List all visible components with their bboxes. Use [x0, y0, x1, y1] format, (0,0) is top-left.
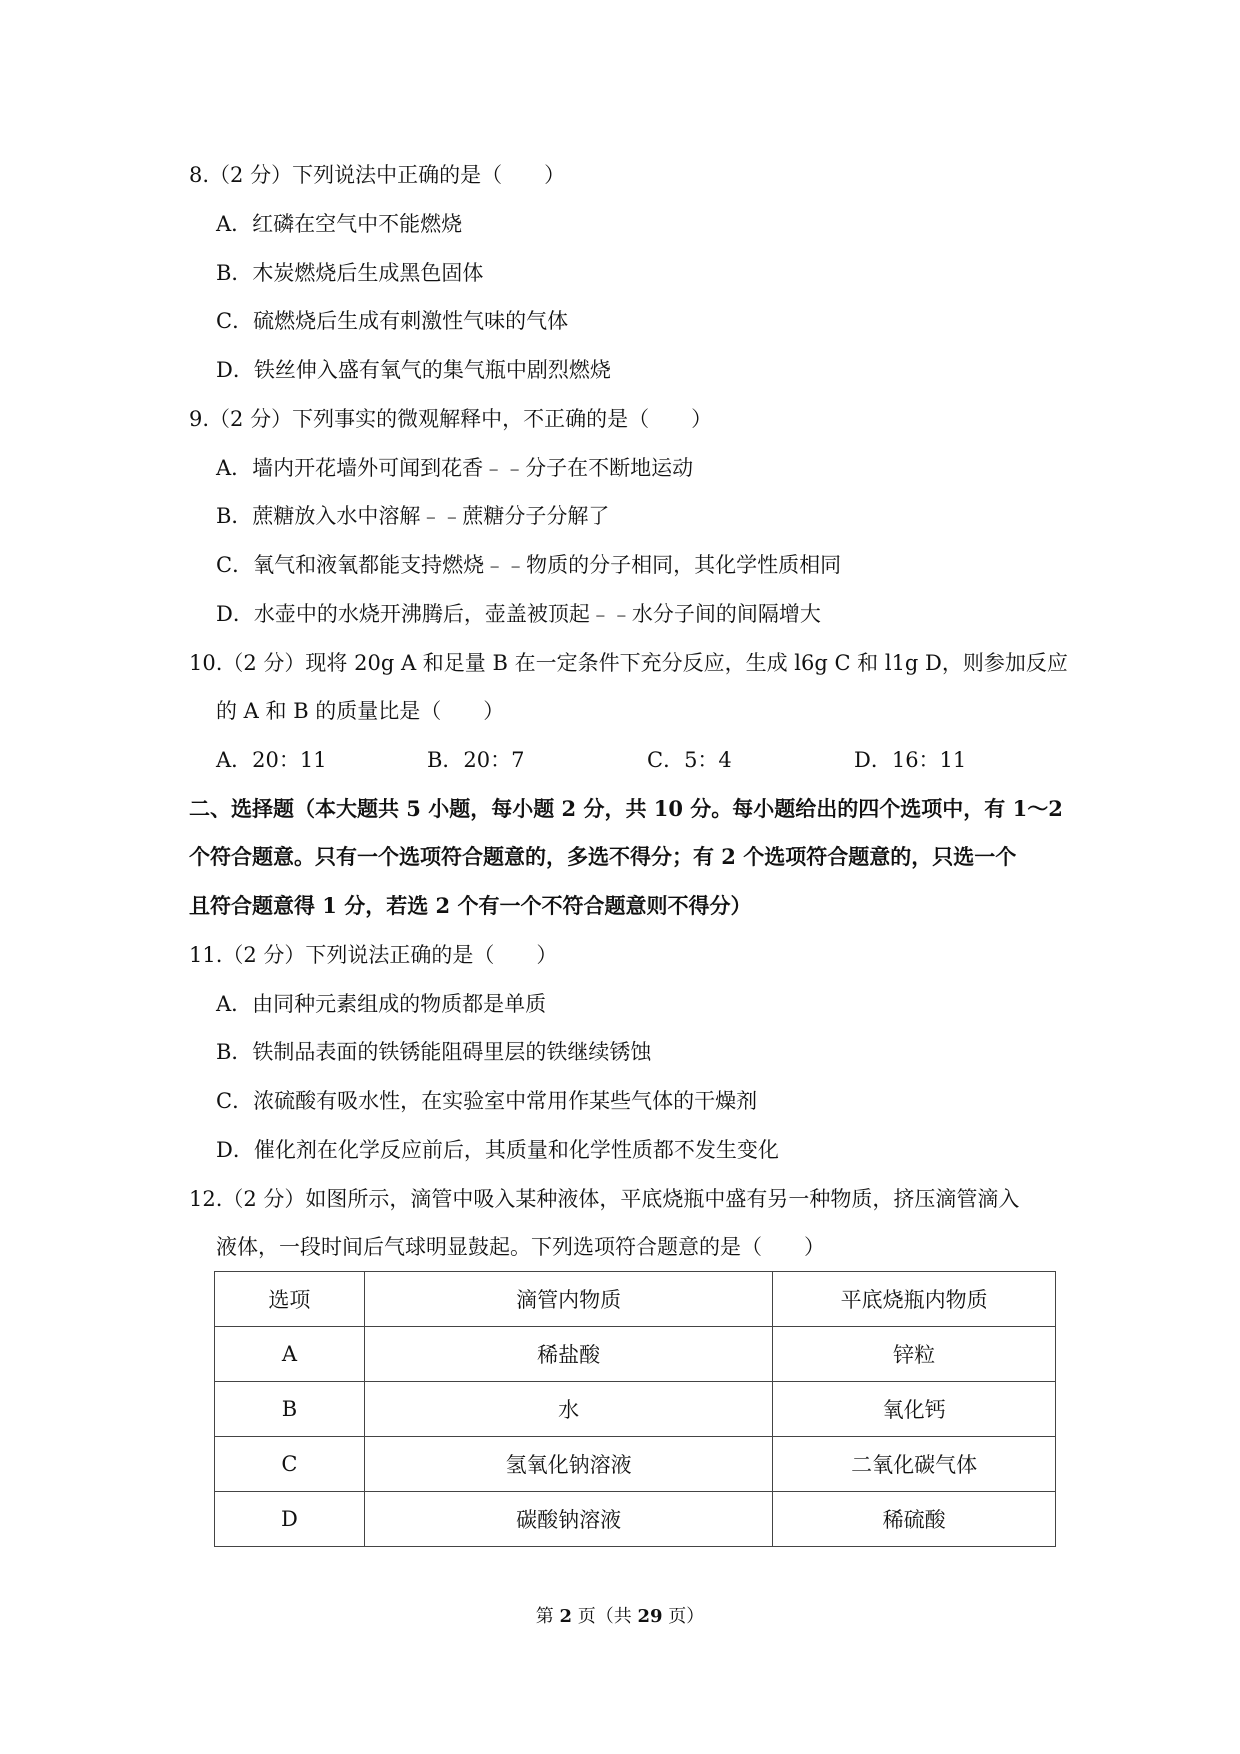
question-9-option-a: A．墙内开花墙外可闻到花香﹣﹣分子在不断地运动 [216, 456, 694, 480]
footer-suffix: 页） [662, 1606, 705, 1627]
question-12-stem-line2: 液体，一段时间后气球明显鼓起。下列选项符合题意的是（ ） [216, 1235, 825, 1259]
table-cell: D [215, 1492, 365, 1547]
table-cell: A [215, 1327, 365, 1382]
question-8-option-c: C．硫燃烧后生成有刺激性气味的气体 [216, 309, 569, 333]
table-cell: 锌粒 [773, 1327, 1056, 1382]
table-cell: 碳酸钠溶液 [364, 1492, 773, 1547]
question-11-option-a: A．由同种元素组成的物质都是单质 [216, 992, 547, 1016]
section-2-instructions-line1: 二、选择题（本大题共 5 小题，每小题 2 分，共 10 分。每小题给出的四个选项中，有 1～2 [189, 796, 1063, 821]
question-10-option-d: D．16：11 [854, 748, 967, 772]
footer-total-pages: 29 [637, 1606, 663, 1627]
question-12-table [214, 1271, 1056, 1547]
question-11-option-b: B．铁制品表面的铁锈能阻碍里层的铁继续锈蚀 [216, 1040, 652, 1064]
footer-prefix: 第 [535, 1606, 560, 1627]
question-8-option-d: D．铁丝伸入盛有氧气的集气瓶中剧烈燃烧 [216, 358, 611, 382]
section-2-instructions-line2: 个符合题意。只有一个选项符合题意的，多选不得分；有 2 个选项符合题意的，只选一个 [189, 844, 1017, 869]
table-header-row [215, 1272, 1056, 1327]
question-8-option-a: A．红磷在空气中不能燃烧 [216, 212, 463, 236]
table-header-flask-substance: 平底烧瓶内物质 [773, 1272, 1056, 1327]
table-header-option: 选项 [215, 1272, 365, 1327]
table-cell: 稀盐酸 [364, 1327, 773, 1382]
table-cell: C [215, 1437, 365, 1492]
page-footer [0, 1604, 1240, 1630]
table-cell: 氧化钙 [773, 1382, 1056, 1437]
question-8-option-b: B．木炭燃烧后生成黑色固体 [216, 261, 484, 285]
question-8-stem: 8.（2 分）下列说法中正确的是（ ） [189, 163, 566, 187]
question-10-stem-line2: 的 A 和 B 的质量比是（ ） [216, 699, 505, 723]
section-2-instructions-line3: 且符合题意得 1 分，若选 2 个有一个不符合题意则不得分） [189, 893, 752, 918]
question-10-option-b: B．20：7 [427, 748, 525, 772]
table-header-dropper-substance: 滴管内物质 [364, 1272, 773, 1327]
table-row [215, 1327, 1056, 1382]
footer-page-number: 2 [559, 1606, 572, 1627]
table-cell: 稀硫酸 [773, 1492, 1056, 1547]
question-10-option-c: C．5：4 [647, 748, 732, 772]
table-row [215, 1437, 1056, 1492]
question-9-option-d: D．水壶中的水烧开沸腾后，壶盖被顶起﹣﹣水分子间的间隔增大 [216, 602, 821, 626]
table-cell: B [215, 1382, 365, 1437]
question-9-option-b: B．蔗糖放入水中溶解﹣﹣蔗糖分子分解了 [216, 504, 610, 528]
question-10-option-a: A．20：11 [216, 748, 327, 772]
table-row [215, 1492, 1056, 1547]
question-11-stem: 11.（2 分）下列说法正确的是（ ） [189, 943, 558, 967]
question-10-options [216, 745, 1056, 775]
table-row [215, 1382, 1056, 1437]
question-10-stem-line1: 10.（2 分）现将 20g A 和足量 B 在一定条件下充分反应，生成 l6g C 和 l1g D，则参加反应 [189, 651, 1068, 675]
table-cell: 氢氧化钠溶液 [364, 1437, 773, 1492]
table-cell: 水 [364, 1382, 773, 1437]
question-11-option-d: D．催化剂在化学反应前后，其质量和化学性质都不发生变化 [216, 1138, 779, 1162]
question-12-stem-line1: 12.（2 分）如图所示，滴管中吸入某种液体，平底烧瓶中盛有另一种物质，挤压滴管滴入 [189, 1187, 1020, 1211]
question-9-stem: 9.（2 分）下列事实的微观解释中，不正确的是（ ） [189, 407, 713, 431]
footer-middle: 页（共 [572, 1606, 638, 1627]
question-9-option-c: C．氧气和液氧都能支持燃烧﹣﹣物质的分子相同，其化学性质相同 [216, 553, 842, 577]
question-11-option-c: C．浓硫酸有吸水性，在实验室中常用作某些气体的干燥剂 [216, 1089, 758, 1113]
table-cell: 二氧化碳气体 [773, 1437, 1056, 1492]
